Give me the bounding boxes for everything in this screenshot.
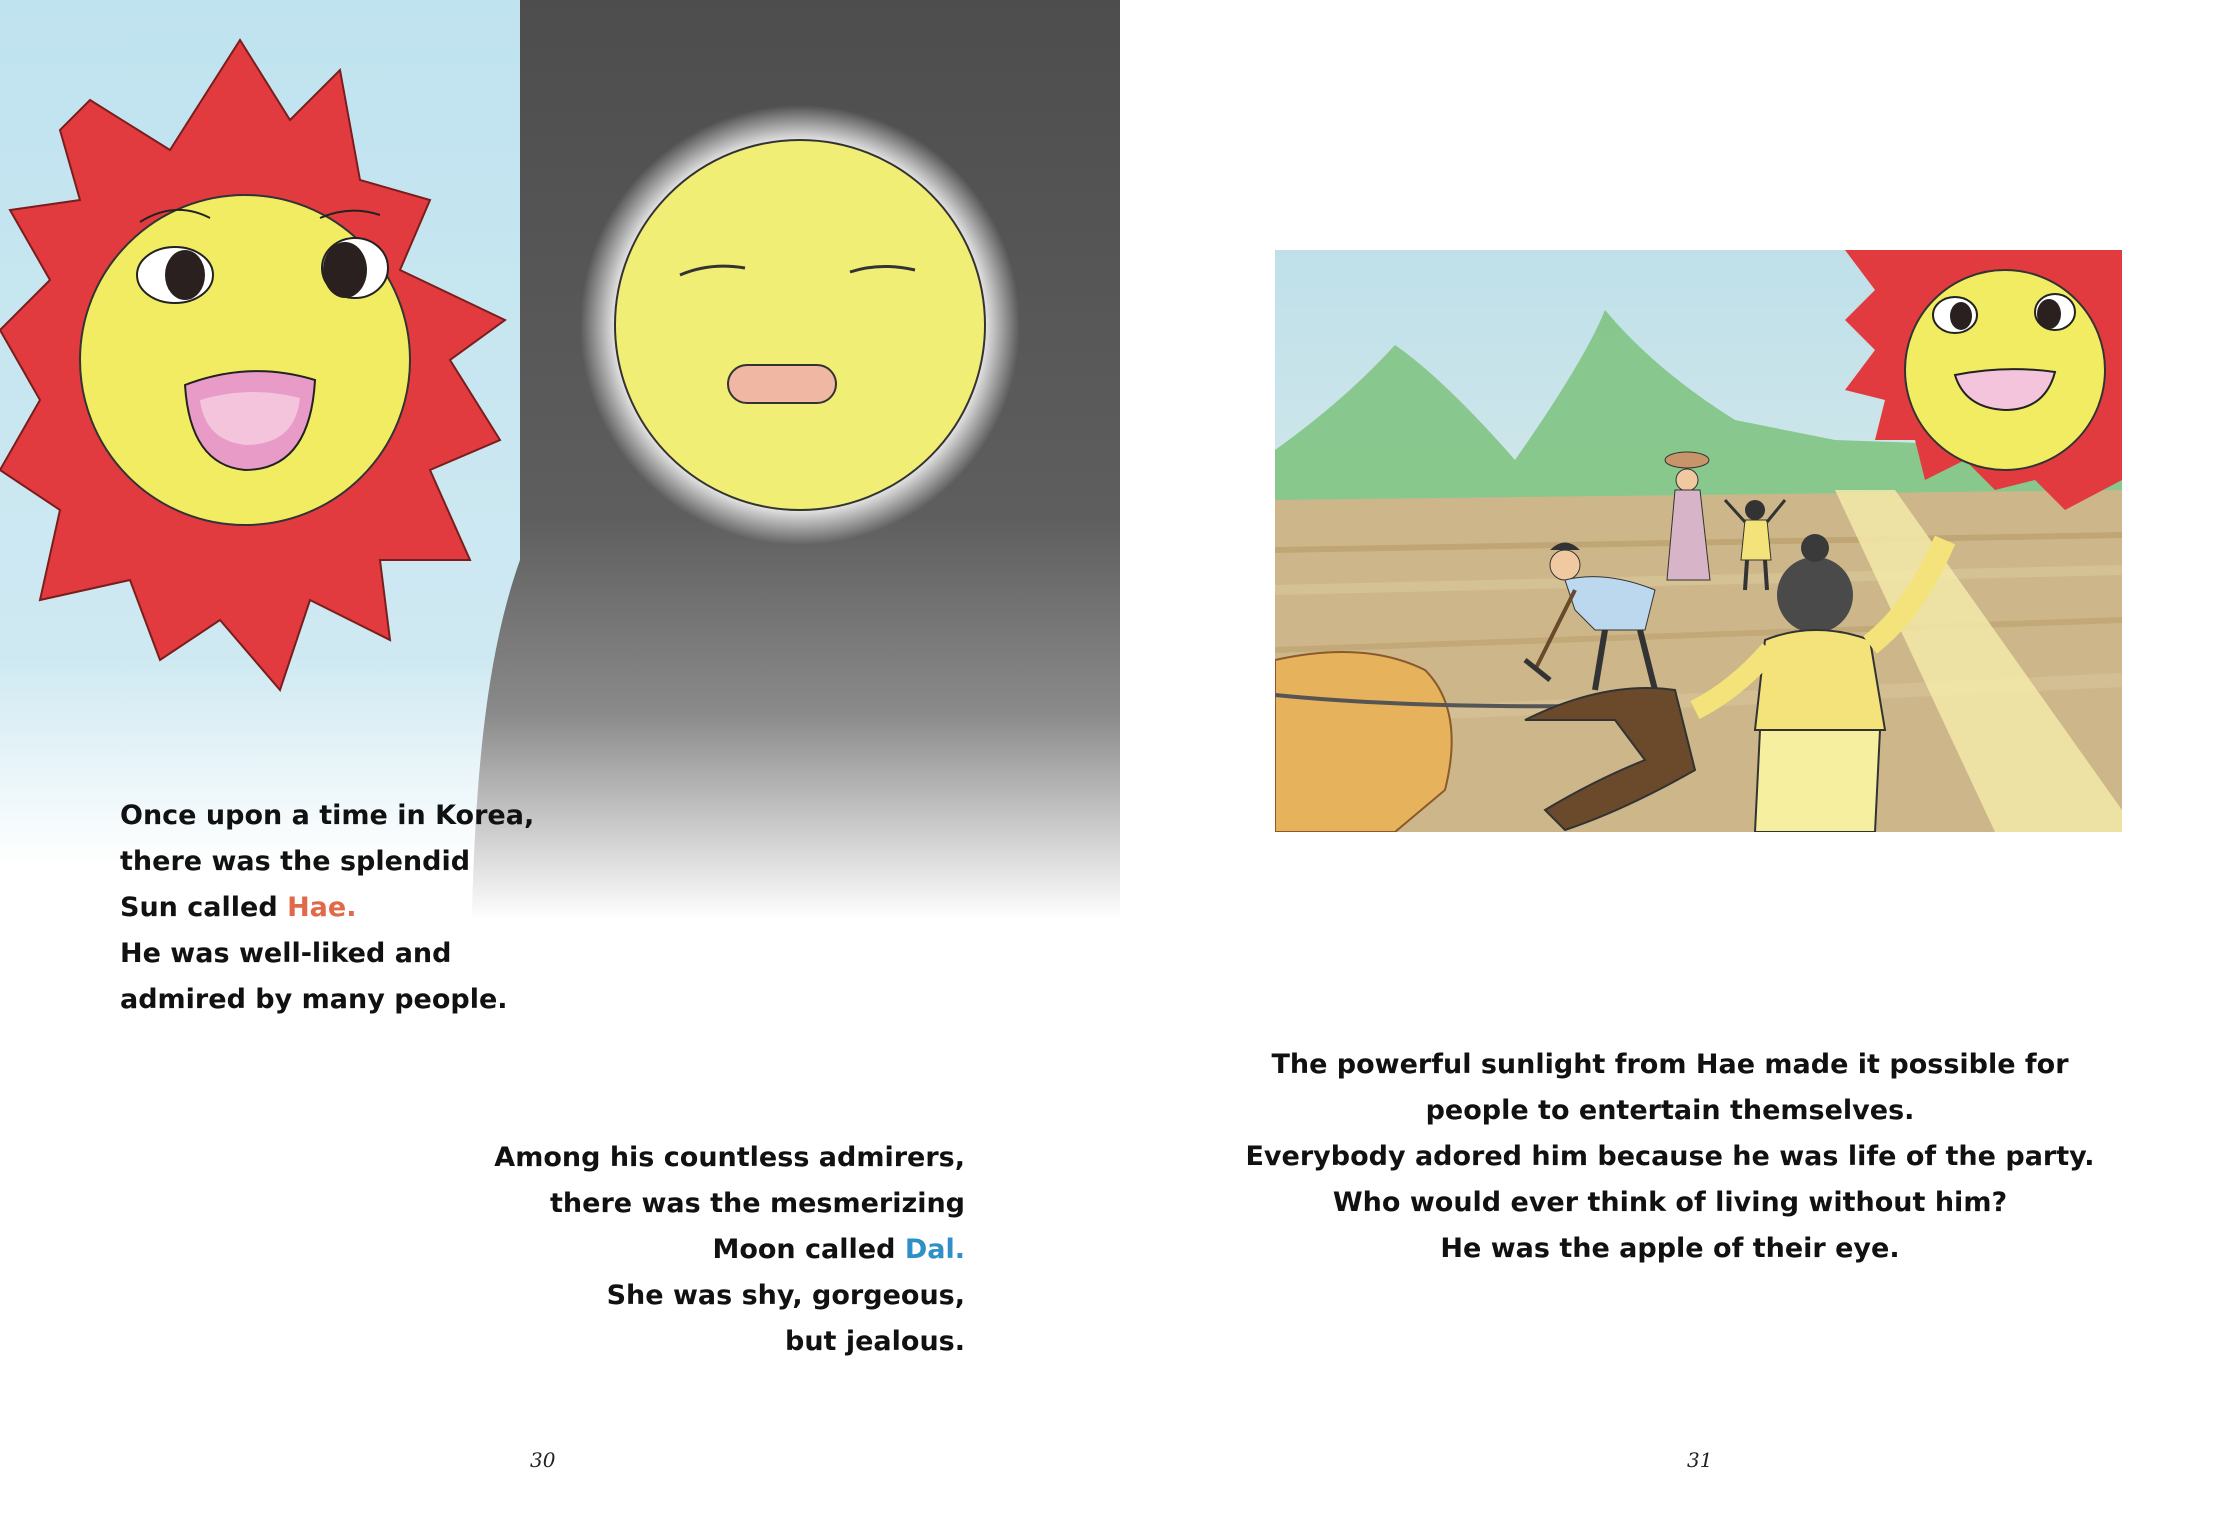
text-fragment: Moon called [712, 1234, 905, 1265]
moon-intro-paragraph [380, 1135, 965, 1365]
text-line: Everybody adored him because he was life of the party. [1245, 1141, 2095, 1172]
text-line: admired by many people. [120, 984, 508, 1015]
text-line: there was the mesmerizing [550, 1188, 965, 1219]
text-line [120, 885, 534, 931]
page-number: 31 [1687, 1448, 1713, 1472]
sunlight-paragraph [1120, 1042, 2220, 1272]
page-number: 30 [530, 1448, 556, 1472]
moon-name: Dal. [904, 1234, 965, 1265]
text-line: He was well-liked and [120, 938, 452, 969]
text-line: people to entertain themselves. [1425, 1095, 1915, 1126]
text-fragment: Sun called [120, 892, 288, 923]
sun-intro-paragraph [120, 793, 534, 1023]
right-page [1120, 0, 2220, 1517]
text-line: there was the splendid [120, 846, 471, 877]
text-line: Once upon a time in Korea, [120, 800, 535, 831]
moon-mouth [728, 365, 836, 403]
field-illustration [1275, 250, 2122, 832]
text-line: He was the apple of their eye. [1440, 1233, 1900, 1264]
text-line: Among his countless admirers, [494, 1142, 965, 1173]
sun-name: Hae. [287, 892, 357, 923]
text-line: Who would ever think of living without him? [1332, 1187, 2008, 1218]
moon-character [580, 105, 1020, 545]
text-line: She was shy, gorgeous, [606, 1280, 965, 1311]
text-line: The powerful sunlight from Hae made it possible for [1271, 1049, 2069, 1080]
text-line [380, 1227, 965, 1273]
text-line: but jealous. [785, 1326, 965, 1357]
moon-face [615, 140, 985, 510]
